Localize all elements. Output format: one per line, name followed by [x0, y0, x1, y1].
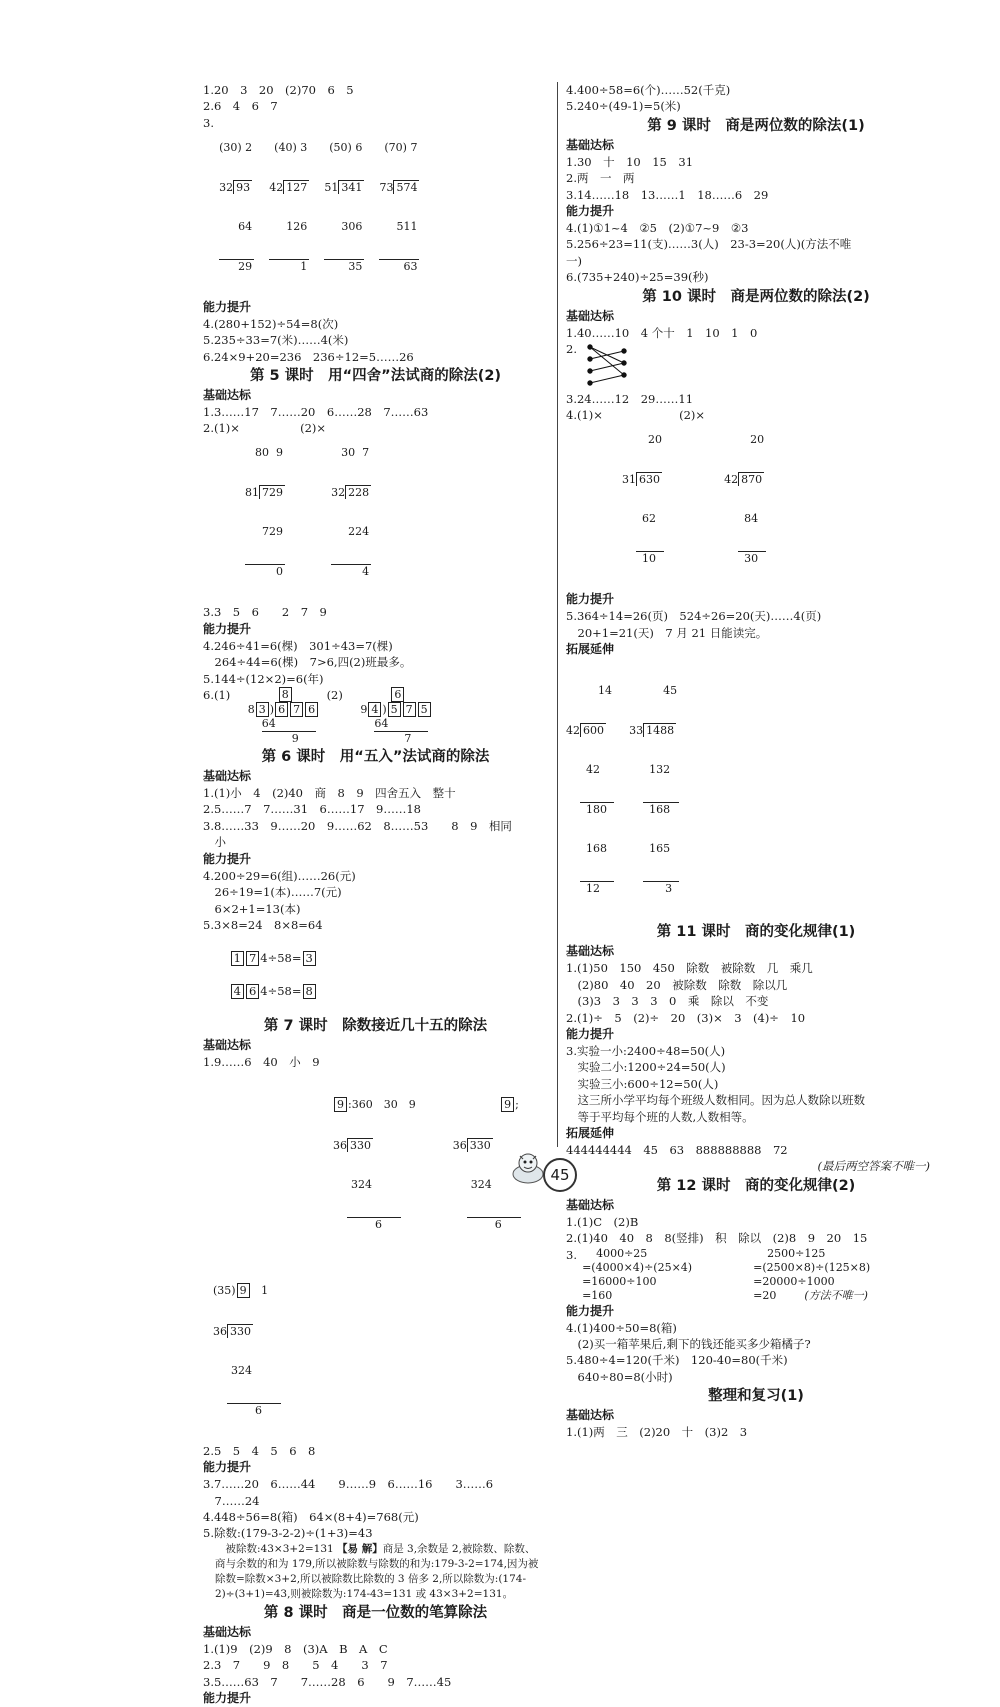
product: 126 [286, 219, 308, 233]
answer-line: 5.3×8=24 8×8=64 [203, 917, 323, 932]
answer-line: 2.(1)40 40 8 8(竖排) 积 除以 (2)8 9 20 15 [566, 1231, 868, 1246]
left-column [203, 82, 548, 1707]
digit-box: 6 [305, 702, 318, 717]
answer-note: (方法不唯一) [804, 1288, 868, 1302]
remainder: 10 [636, 551, 664, 565]
product: 64 [238, 219, 253, 233]
answer-line: (2)80 40 20 被除数 除数 除以几 [566, 977, 788, 992]
match-line [590, 351, 624, 359]
product: 165 [649, 842, 671, 856]
answer-line: 4.(1)400÷50=8(箱) [566, 1320, 677, 1335]
answer-line: 1.3……17 7……20 6……28 7……63 [203, 405, 429, 420]
quotient: 2 [245, 140, 253, 154]
answer-line: 4.246÷41=6(棵) 301÷43=7(棵) [203, 638, 393, 653]
digit-box: 1 [231, 951, 244, 966]
subheading: 能力提升 [203, 621, 252, 636]
matching-lines-diagram [586, 341, 636, 389]
digit: 9 [360, 703, 368, 717]
answer-line: 26÷19=1(本)……7(元) [203, 885, 342, 900]
question-number: (2) [326, 688, 343, 703]
blank-answer: (30) [219, 140, 242, 154]
subheading: 基础达标 [566, 1408, 615, 1423]
answer-line: 5.240÷(49-1)=5(米) [566, 99, 681, 114]
lesson-title: 第 5 课时 用“四舍”法试商的除法(2) [249, 368, 502, 385]
digit-box: 5 [418, 702, 431, 717]
answer-line: 1.40……10 4 个十 1 10 1 0 [566, 325, 758, 340]
quotient: 20 [750, 433, 765, 447]
answer-line: 5.144÷(12×2)=6(年) [203, 671, 324, 686]
lesson-title: 第 9 课时 商是两位数的除法(1) [647, 117, 865, 134]
blank-answer: (40) [274, 140, 297, 154]
answer-line: 5.256÷23=11(支)……3(人) 23-3=20(人)(方法不唯 [566, 237, 852, 252]
dividend: 600 [580, 723, 606, 737]
dividend: 228 [345, 485, 371, 499]
digit-box: 7 [290, 702, 303, 717]
dividend: 630 [636, 472, 662, 486]
answer-line: 1.(1)两 三 (2)20 十 (3)2 3 [566, 1425, 748, 1440]
subheading: 能力提升 [203, 851, 252, 866]
long-division [629, 658, 679, 921]
quotient: 45 [663, 684, 678, 698]
calc-step: =(2500×8)÷(125×8) [753, 1260, 871, 1274]
digit-box: 3 [256, 702, 269, 717]
quotient: 7 [362, 446, 370, 460]
lesson-title: 整理和复习(1) [708, 1388, 804, 1405]
blank-answer: (70) [384, 140, 407, 154]
answer-line: 实验二小:1200÷24=50(人) [566, 1060, 726, 1075]
remainder: 6 [347, 1217, 401, 1231]
answer-line: 4.400÷58=6(个)……52(千克) [566, 83, 731, 97]
digit-box: 6 [275, 702, 288, 717]
quotient: 3 [300, 140, 308, 154]
answer-line: 20+1=21(天) 7 月 21 日能读完。 [566, 625, 768, 640]
subheading: 能力提升 [203, 1460, 252, 1475]
mascot-icon [510, 1150, 546, 1186]
dividend: 1488 [643, 723, 676, 737]
answer-line: 1.(1)小 4 (2)40 商 8 9 四舍五入 整十 [203, 786, 456, 801]
answer-line: 5.364÷14=26(页) 524÷26=20(天)……4(页) [566, 609, 822, 624]
question-number: 6.(1) [203, 688, 231, 703]
digit-box: 7 [403, 702, 416, 717]
product: 84 [744, 512, 759, 526]
divisor: 31 [622, 473, 636, 487]
answer-line: 5.235÷33=7(米)……4(米) [203, 333, 349, 348]
question-number: 4.(1)× [566, 408, 603, 423]
calc-step [753, 1289, 870, 1303]
calc-step: =16000÷100 [582, 1274, 657, 1288]
partial-remainder: 168 [643, 802, 679, 816]
quotient: 9 [276, 446, 283, 460]
q1-divisions [203, 1071, 548, 1257]
long-division [331, 420, 371, 604]
remainder: 6 [227, 1403, 281, 1417]
divisor: 36 [213, 1324, 227, 1338]
dividend: 330 [467, 1138, 493, 1152]
blank-answer: 80 [255, 446, 269, 460]
answer-line: 2.5 5 4 5 6 8 [203, 1443, 316, 1458]
remainder: 63 [379, 259, 419, 273]
quotient: 14 [598, 684, 612, 698]
answer-line: 5.除数:(179-3-2-2)÷(1+3)=43 [203, 1526, 373, 1541]
long-division [219, 115, 254, 299]
divisor: 42 [724, 473, 739, 487]
long-division [724, 407, 766, 591]
remainder: 29 [219, 259, 254, 273]
dividend: 330 [347, 1138, 373, 1152]
answer-line: 4.200÷29=6(组)……26(元) [203, 868, 356, 883]
question-number: (2)× [300, 421, 327, 436]
answer-line: 1.9……6 40 小 9 [203, 1055, 320, 1070]
remainder: 4 [331, 564, 371, 578]
subheading: 基础达标 [203, 388, 252, 403]
divisor: 32 [219, 180, 234, 194]
quotient: 6 [355, 140, 363, 154]
digit-box: 9 [501, 1097, 514, 1112]
dividend: 729 [259, 485, 285, 499]
long-division [269, 115, 309, 299]
calc-step: =(4000×4)÷(25×4) [582, 1260, 693, 1274]
q3-long-divisions [203, 115, 548, 299]
answer-line: 4.448÷56=8(箱) 64×(8+4)=768(元) [203, 1509, 419, 1524]
subheading: 能力提升 [566, 204, 615, 219]
blank-answer: (35) [213, 1283, 236, 1297]
digit-box: 4 [368, 702, 381, 717]
q2-long-divisions [203, 420, 548, 604]
subheading: 基础达标 [566, 137, 615, 152]
remainder: 0 [245, 564, 285, 578]
product: 168 [586, 842, 607, 856]
answer-line: 3.5……63 7 7……28 6 9 7……45 [203, 1674, 452, 1689]
digit-box: 3 [303, 951, 316, 966]
q1-division-c [203, 1257, 548, 1443]
right-column [566, 82, 946, 1441]
digit-box: 8 [303, 984, 316, 999]
digit-box: 6 [246, 984, 259, 999]
long-division [379, 115, 419, 299]
question-number: 3. [566, 1247, 577, 1262]
answer-line: 5.480÷4=120(千米) 120-40=80(千米) [566, 1353, 788, 1368]
digit-box: 4 [231, 984, 244, 999]
column-divider [557, 82, 558, 1147]
long-division [324, 115, 364, 299]
subheading: 基础达标 [203, 769, 252, 784]
answer-line: 小 [203, 835, 226, 850]
digit-box: 8 [279, 687, 292, 702]
matching-graph-row [566, 341, 946, 391]
subheading: 拓展延伸 [566, 1125, 615, 1140]
quotient: 20 [648, 433, 662, 447]
dividend: 870 [738, 472, 764, 486]
digit: 4 [268, 717, 276, 731]
lesson-title: 第 10 课时 商是两位数的除法(2) [642, 288, 870, 305]
note-text: 商是 3,余数是 2,被除数、除数、商与余数的和为 179,所以被除数与除数的和为:179-3-2=174,因为被除数=除数×3+2,所以被除数比除数的 3 倍多 2,所以除数为:(174-2)÷(3+1)=43,则被除数为:174-43=131 或 43×3+2=131。 [215, 1542, 539, 1600]
explanation-note [203, 1542, 545, 1602]
answer-line: 7……24 [203, 1493, 260, 1508]
subheading: 能力提升 [566, 1303, 615, 1318]
digit: 6 [374, 717, 382, 731]
box-division: 6 9 4 ) 5 7 5 64 7 [360, 687, 431, 746]
divisor: 81 [245, 486, 259, 500]
remainder: 30 [738, 551, 766, 565]
divisor: 36 [452, 1138, 467, 1152]
answer-line: (2)买一箱苹果后,剩下的钱还能买多少箱橘子? [566, 1336, 811, 1351]
product: 224 [348, 525, 370, 539]
digit-box: 9 [237, 1283, 250, 1298]
q4-long-divisions [566, 407, 946, 591]
answer-line: 1.30 十 10 15 31 [566, 154, 694, 169]
answer-line: 6.(735+240)÷25=39(秒) [566, 270, 709, 285]
remainder: 35 [324, 259, 364, 273]
remainder: 7 [374, 731, 428, 746]
lesson-title: 第 7 课时 除数接近几十五的除法 [263, 1018, 488, 1035]
divisor: 42 [566, 724, 580, 738]
long-division [566, 658, 614, 921]
lesson-title: 第 6 课时 用“五入”法试商的除法 [261, 749, 490, 766]
dividend: 330 [227, 1324, 253, 1338]
product: 132 [649, 763, 671, 777]
page-number: 45 [543, 1158, 577, 1192]
product: 62 [642, 512, 656, 526]
answer-tail: 1 [261, 1283, 269, 1297]
remainder: 3 [643, 881, 679, 895]
answer-line: 444444444 45 63 888888888 72 [566, 1142, 788, 1157]
dividend: 341 [338, 180, 364, 194]
answer-line: 6×2+1=13(本) [203, 901, 301, 916]
equation-text: 4÷58= [260, 983, 302, 998]
product: 324 [470, 1177, 492, 1191]
extension-divisions [566, 658, 946, 921]
subheading: 能力提升 [566, 1026, 615, 1041]
digit-box: 7 [246, 951, 259, 966]
answer-line: 1.20 3 20 (2)70 6 5 [203, 83, 354, 97]
calculation-steps [582, 1247, 748, 1303]
long-division [333, 1071, 418, 1257]
equation-text: 4÷58= [260, 950, 302, 965]
digit-box: 6 [391, 687, 404, 702]
product: 306 [341, 219, 363, 233]
answer-tail: ; [515, 1097, 519, 1111]
divisor: 73 [379, 180, 394, 194]
answer-line: 3.3 5 6 2 7 9 [203, 605, 327, 620]
question-number: (2)× [679, 408, 706, 423]
digit-box: 5 [388, 702, 401, 717]
quotient: 7 [410, 140, 418, 154]
subheading: 能力提升 [566, 592, 615, 607]
answer-line: 640÷80=8(小时) [566, 1369, 673, 1384]
q6-box-divisions [203, 687, 548, 746]
subheading: 拓展延伸 [566, 642, 615, 657]
calc-step: =20000÷1000 [753, 1274, 835, 1288]
answer-line: 3.24……12 29……11 [566, 392, 694, 407]
answer-line: 3.实验一小:2400÷48=50(人) [566, 1043, 726, 1058]
long-division [622, 407, 664, 591]
answer-note: (最后两空答案不唯一) [817, 1159, 930, 1174]
divisor: 42 [269, 180, 284, 194]
subheading: 基础达标 [566, 1197, 615, 1212]
answer-text: 被除数:43×3+2=131 [215, 1542, 334, 1555]
answer-line: 1.(1)C (2)B [566, 1214, 639, 1229]
question-number: 2.(1)× [203, 421, 240, 436]
digit: 8 [247, 703, 255, 717]
subheading: 基础达标 [566, 308, 615, 323]
digit: 6 [261, 717, 269, 731]
calc-step: 2500÷125 [767, 1246, 826, 1260]
subheading: 基础达标 [203, 1624, 252, 1639]
subheading: 基础达标 [566, 944, 615, 959]
question-number: 2. [566, 342, 577, 357]
lesson-title: 第 11 课时 商的变化规律(1) [656, 924, 856, 941]
digit: 4 [381, 717, 389, 731]
product: 511 [396, 219, 418, 233]
answer-line: 一) [566, 253, 582, 268]
answer-line: 3.7……20 6……44 9……9 6……16 3……6 [203, 1477, 494, 1492]
box-division: 8 8 3 ) 6 7 6 64 9 [248, 687, 319, 746]
note-tag: 【易 解】 [337, 1542, 383, 1555]
divisor: 32 [331, 486, 346, 500]
answer-line: 3.8……33 9……20 9……62 8……53 8 9 相同 [203, 818, 512, 833]
q3-calculations [566, 1247, 946, 1303]
calc-step: 4000÷25 [596, 1246, 648, 1260]
divisor: 36 [333, 1138, 347, 1152]
answer-line: 6.24×9+20=236 236÷12=5……26 [203, 349, 414, 364]
answer-line: 4.(1)①1~4 ②5 (2)①7~9 ②3 [566, 221, 749, 236]
divisor: 33 [629, 724, 644, 738]
answer-line: 2.(1)÷ 5 (2)÷ 20 (3)× 3 (4)÷ 10 [566, 1010, 806, 1025]
digit-box: 9 [334, 1097, 347, 1112]
product: 324 [351, 1177, 372, 1191]
answer-line: 2.3 7 9 8 5 4 3 7 [203, 1658, 388, 1673]
blank-answer: 30 [341, 446, 356, 460]
answer-line: 3.14……18 13……1 18……6 29 [566, 187, 769, 202]
answer-line: 2.6 4 6 7 [203, 99, 278, 114]
answer-line: 1.(1)9 (2)9 8 (3)A B A C [203, 1641, 388, 1656]
product: 729 [262, 525, 283, 539]
subheading: 能力提升 [203, 1691, 252, 1705]
dividend: 93 [233, 180, 252, 194]
dividend: 127 [283, 180, 309, 194]
answer-line: 4.(280+152)÷54=8(次) [203, 316, 339, 331]
match-line [590, 363, 624, 371]
remainder: 12 [580, 881, 614, 895]
calc-step: =160 [582, 1288, 613, 1302]
long-division [213, 1257, 281, 1443]
answer-line: 264÷44=6(棵) 7>6,四(2)班最多。 [203, 655, 412, 670]
answer-tail: :360 30 9 [348, 1097, 416, 1111]
answer-line: 等于平均每个班的人数,人数相等。 [566, 1109, 754, 1124]
answer-line: 实验三小:600÷12=50(人) [566, 1076, 719, 1091]
answer-line: 这三所小学平均每个班级人数相同。因为总人数除以班数 [566, 1093, 865, 1108]
answer-line: 2.5……7 7……31 6……17 9……18 [203, 802, 421, 817]
box-equation-line [203, 933, 548, 1015]
partial-remainder: 180 [580, 802, 614, 816]
blank-answer: (50) [329, 140, 352, 154]
remainder: 1 [269, 259, 309, 273]
divisor: 51 [324, 180, 339, 194]
lesson-title: 第 8 课时 商是一位数的笔算除法 [263, 1604, 488, 1621]
remainder: 9 [262, 731, 316, 746]
calculation-steps [753, 1247, 870, 1303]
dividend: 574 [393, 180, 419, 194]
question-number: 3. [203, 115, 214, 130]
answer-line: 1.(1)50 150 450 除数 被除数 几 乘几 [566, 961, 813, 976]
answer-line: 2.两 一 两 [566, 171, 635, 186]
subheading: 能力提升 [203, 299, 252, 314]
remainder: 6 [467, 1217, 521, 1231]
answer-line: (3)3 3 3 3 0 乘 除以 不变 [566, 994, 769, 1009]
match-line [590, 375, 624, 383]
lesson-title: 第 12 课时 商的变化规律(2) [656, 1177, 856, 1194]
long-division [245, 420, 285, 604]
product: 42 [586, 763, 600, 777]
product: 324 [231, 1363, 252, 1377]
subheading: 基础达标 [203, 1038, 252, 1053]
calc-result: =20 [753, 1288, 777, 1302]
